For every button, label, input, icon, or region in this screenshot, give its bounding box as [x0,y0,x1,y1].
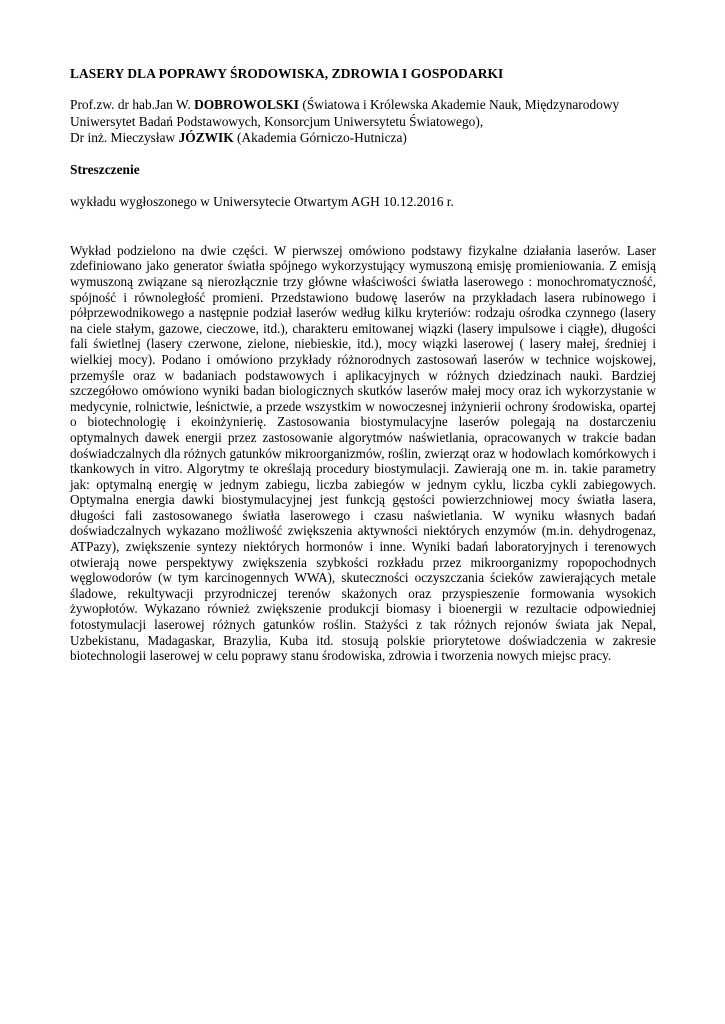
author2-surname: JÓZWIK [178,129,234,145]
author1-affiliation: (Światowa i Królewska Akademie Nauk, Międzynarodowy Uniwersytet Badań Podstawowych, Konsorcjum Uniwersytetu Światowego), [70,97,620,129]
document-page [70,66,656,664]
document-title: LASERY DLA POPRAWY ŚRODOWISKA, ZDROWIA I GOSPODARKI [70,66,504,81]
author2-affiliation: (Akademia Górniczo-Hutnicza) [233,129,407,145]
author1-prefix: Prof.zw. dr hab.Jan W. [70,97,195,113]
lecture-note: wykładu wygłoszonego w Uniwersytecie Otwartym AGH 10.12.2016 r. [70,194,454,210]
authors-block [70,97,656,146]
author2-prefix: Dr inż. Mieczysław [70,129,179,145]
abstract-text: Wykład podzielono na dwie części. W pierwszej omówiono podstawy fizykalne działania laserów. Laser zdefiniowano jako generator światła spójnego wykorzystujący wymuszoną emisję promieniowania. Z emisją wymuszoną związane są nierozłącznie trzy główne właściwości światła laserowego : monochromatyczność, spójność i równoległość promieni. Przedstawiono budowę laserów na przykładach lasera rubinowego i półprzewodnikowego a następnie podział laserów według kilku kryteriów: rodzaju ośrodka czynnego (lasery na ciele stałym, gazowe, cieczowe, itd.), charakteru emitowanej wiązki (lasery impulsowe i ciągłe), długości fali świetlnej (lasery czerwone, zielone, niebieskie, itd.), mocy wiązki laserowej ( lasery małej, średniej i wielkiej mocy). Podano i omówiono przykłady różnorodnych zastosowań laserów w technice wojskowej, przemyśle oraz w badaniach podstawowych i aplikacyjnych w różnych dziedzinach nauki. Bardziej szczegółowo omówiono wyniki badan biologicznych skutków laserów małej mocy oraz ich wykorzystanie w medycynie, rolnictwie, leśnictwie, a przede wszystkim w nowoczesnej inżynierii ochrony środowiska, opartej o biotechnologię i ekoinżynierię. Zastosowania biostymulacyjne laserów polegają na dostarczeniu optymalnych dawek energii przez zastosowanie algorytmów naświetlania, opracowanych w trakcie badan doświadczalnych dla różnych gatunków mikroorganizmów, roślin, zwierząt oraz w hodowlach komórkowych i tkankowych in vitro. Algorytmy te określają procedury biostymulacji. Zawierają one m. in. takie parametry jak: optymalną energię w jednym zabiegu, liczba zabiegów w jednym cyklu, liczba cykli zabiegowych. Optymalna energia dawki biostymulacyjnej jest funkcją gęstości powierzchniowej mocy światła lasera, długości fali zastosowanego światła laserowego i czasu naświetlania. W wyniku własnych badań doświadczalnych wykazano możliwość zwiększenia aktywności niektórych enzymów (m.in. dehydrogenaz, ATPazy), zwiększenie syntezy niektórych hormonów i inne. Wyniki badań laboratoryjnych i terenowych otwierają nowe perspektywy zwiększenia szybkości rozkładu przez mikroorganizmy ropopochodnych węglowodorów (w tym karcinogennych WWA), skuteczności oczyszczania ścieków zawierających metale śladowe, rekultywacji przyrodniczej terenów skażonych oraz przyspieszenie formowania wysokich żywopłotów. Wykazano również zwiększenie produkcji biomasy i bioenergii w rezultacie odpowiedniej fotostymulacji laserowej różnych gatunków roślin. Stażyści z tak różnych rejonów świata jak Nepal, Uzbekistanu, Madagaskar, Brazylia, Kuba itd. stosują polskie priorytetowe doświadczenia w zakresie biotechnologii laserowej w celu poprawy stanu środowiska, zdrowia i tworzenia nowych miejsc pracy. [70,242,656,664]
author1-surname: DOBROWOLSKI [194,97,300,113]
section-heading: Streszczenie [70,162,140,178]
